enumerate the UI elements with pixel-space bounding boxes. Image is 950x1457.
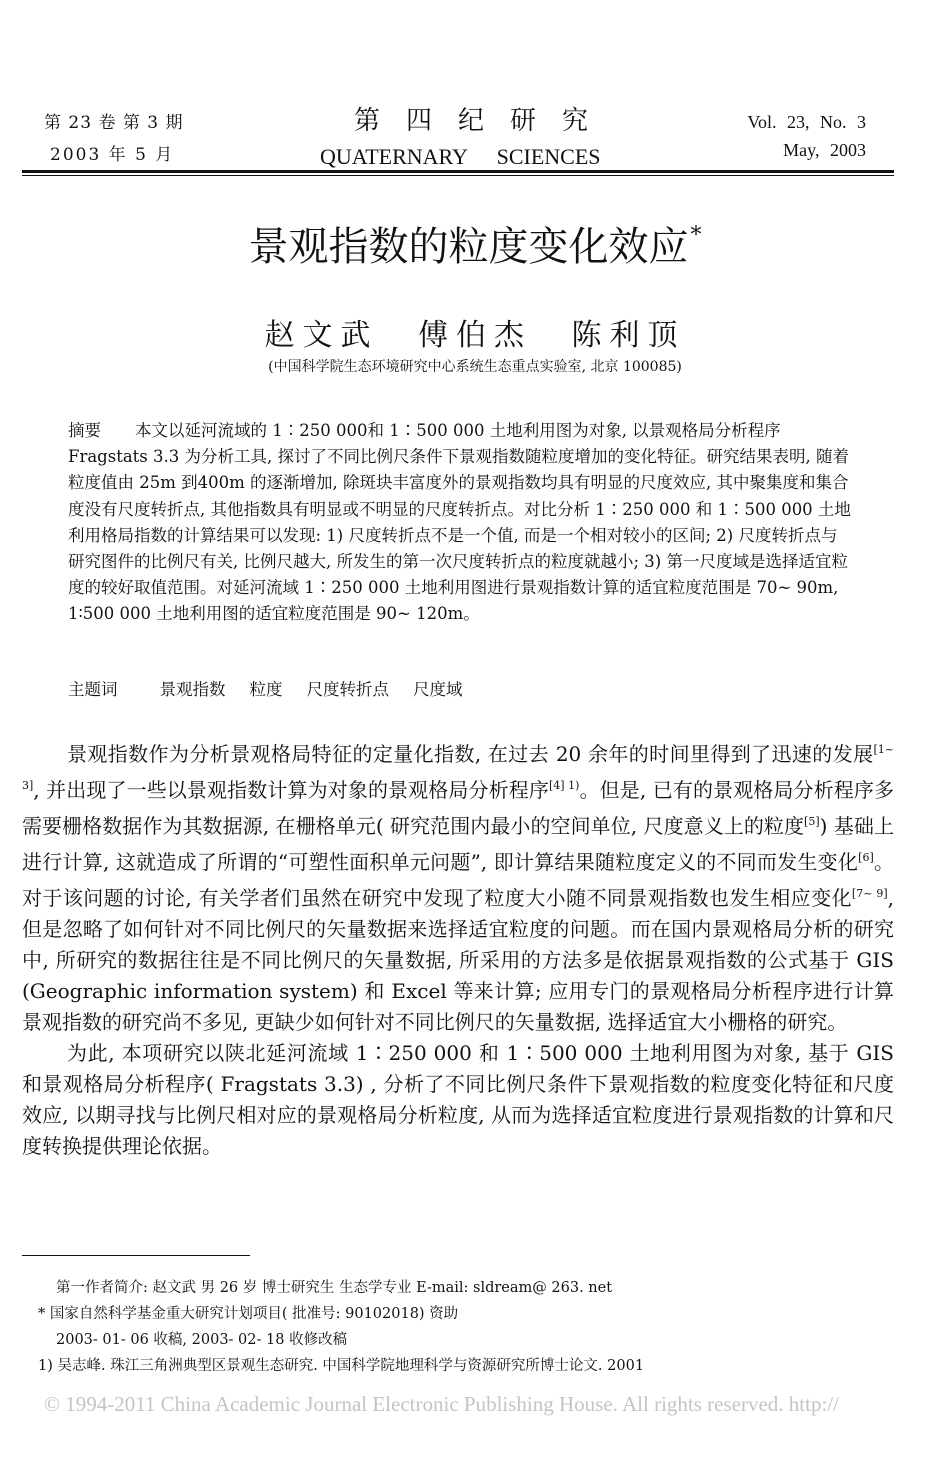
footnote-rule <box>22 1255 250 1256</box>
keyword: 尺度域 <box>413 680 463 699</box>
citation-ref: [5] <box>804 815 820 828</box>
paper-title-text: 景观指数的粒度变化效应 <box>248 224 689 270</box>
citation-ref: [1~ 3] <box>22 743 894 792</box>
footnote-author: 第一作者简介: 赵文武 男 26 岁 博士研究生 生态学专业 E-mail: sldream@ 263. net <box>56 1280 613 1296</box>
body-text-span: 。但是, 已有的景观格局分析程序多需要栅格数据作为其数据源, 在栅格单元( 研究范围内最小的空间单位, 尺度意义上的粒度 <box>22 778 894 838</box>
footnote-note-1: 1) 吴志峰. 珠江三角洲典型区景观生态研究. 中国科学院地理科学与资源研究所博士论文. 2001 <box>38 1358 645 1374</box>
body-paragraph-2: 为此, 本项研究以陕北延河流域 1∶250 000 和 1∶500 000 土地利用图为对象, 基于 GIS 和景观格局分析程序( Fragstats 3.3) , 分析了不同比例尺条件下景观指数的粒度变化特征和尺度效应, 以期寻找与比例尺相对应的景观格局分析粒度, 从而为选择适宜粒度进行景观指数的计算和尺度转换提供理论依据。 <box>22 1041 894 1158</box>
body-paragraph-1 <box>22 734 894 1038</box>
author-list: 赵文武 傅伯杰 陈利顶 <box>264 318 686 353</box>
abstract-text: 本文以延河流域的 1∶250 000和 1∶500 000 土地利用图为对象, 以景观格局分析程序 Fragstats 3.3 为分析工具, 探讨了不同比例尺条件下景观指数随粒度增加的变化特征。研究结果表明, 随着粒度值由 25m 到400m 的逐渐增加, 除斑块丰富度外的景观指数均具有明显的尺度效应, 其中聚集度和集合度没有尺度转折点, 其他指数具有明显或不明显的尺度转折点。对比分析 1∶250 000 和 1∶500 000 土地利用格局指数的计算结果可以发现: 1) 尺度转折点不是一个值, 而是一个相对较小的区间; 2) 尺度转折点与研究图件的比例尺有关, 比例尺越大, 所发生的第一次尺度转折点的粒度就越小; 3) 第一尺度域是选择适宜粒度的较好取值范围。对延河流域 1∶250 000 土地利用图进行景观指数计算的适宜粒度范围是 70~ 90m, 1∶500 000 土地利用图的适宜粒度范围是 90~ 120m。 <box>68 421 851 624</box>
footnote-funding: * 国家自然科学基金重大研究计划项目( 批准号: 90102018) 资助 <box>38 1306 459 1322</box>
copyright-watermark: © 1994-2011 China Academic Journal Electronic Publishing House. All rights reserved. http:// <box>44 1392 839 1416</box>
footnote-dates: 2003- 01- 06 收稿, 2003- 02- 18 收修改稿 <box>56 1332 348 1348</box>
abstract <box>68 418 851 628</box>
body-text-span: , 并出现了一些以景观指数计算为对象的景观格局分析程序 <box>33 778 549 802</box>
keywords <box>68 676 487 700</box>
title-footnote-mark: * <box>690 223 702 248</box>
body-text-span: 。对于该问题的讨论, 有关学者们虽然在研究中发现了粒度大小随不同景观指数也发生相应变化 <box>22 850 894 910</box>
date-en: May, 2003 <box>783 140 866 160</box>
body-text-span: ) 基础上进行计算, 这就造成了所谓的“可塑性面积单元问题”, 即计算结果随粒度定义的不同而发生变化 <box>22 814 894 874</box>
citation-ref: [4] 1) <box>548 779 580 792</box>
body-text <box>22 734 894 1162</box>
affiliation: (中国科学院生态环境研究中心系统生态重点实验室, 北京 100085) <box>268 359 682 375</box>
keyword: 粒度 <box>249 680 283 699</box>
abstract-label: 摘要 <box>68 421 101 440</box>
keyword: 景观指数 <box>159 680 226 699</box>
keyword: 尺度转折点 <box>306 680 389 699</box>
keywords-label: 主题词 <box>68 680 118 699</box>
body-text-span: 景观指数作为分析景观格局特征的定量化指数, 在过去 20 余年的时间里得到了迅速的发展 <box>67 742 874 766</box>
paper-title <box>0 215 950 272</box>
journal-title-en: QUATERNARY SCIENCES <box>320 144 601 169</box>
volume-issue-en: Vol. 23, No. 3 <box>747 112 866 132</box>
date-cn: 2003 年 5 月 <box>50 145 175 165</box>
volume-issue-cn: 第 23 卷 第 3 期 <box>44 113 184 133</box>
citation-ref: [6] <box>858 851 874 864</box>
citation-ref: [7~ 9] <box>851 887 888 900</box>
header-rule-thin <box>22 175 894 176</box>
header-rule-thick <box>22 170 894 173</box>
body-text-span: , 但是忽略了如何针对不同比例尺的矢量数据来选择适宜粒度的问题。而在国内景观格局分析的研究中, 所研究的数据往往是不同比例尺的矢量数据, 所采用的方法多是依据景观指数的公式基于 GIS (Geographic information system) 和 Excel 等来计算; 应用专门的景观格局分析程序进行计算景观指数的研究尚不多见, 更缺少如何针对不同比例尺的矢量数据, 选择适宜大小栅格的研究。 <box>22 886 894 1034</box>
journal-title-cn: 第四纪研究 <box>354 106 615 136</box>
